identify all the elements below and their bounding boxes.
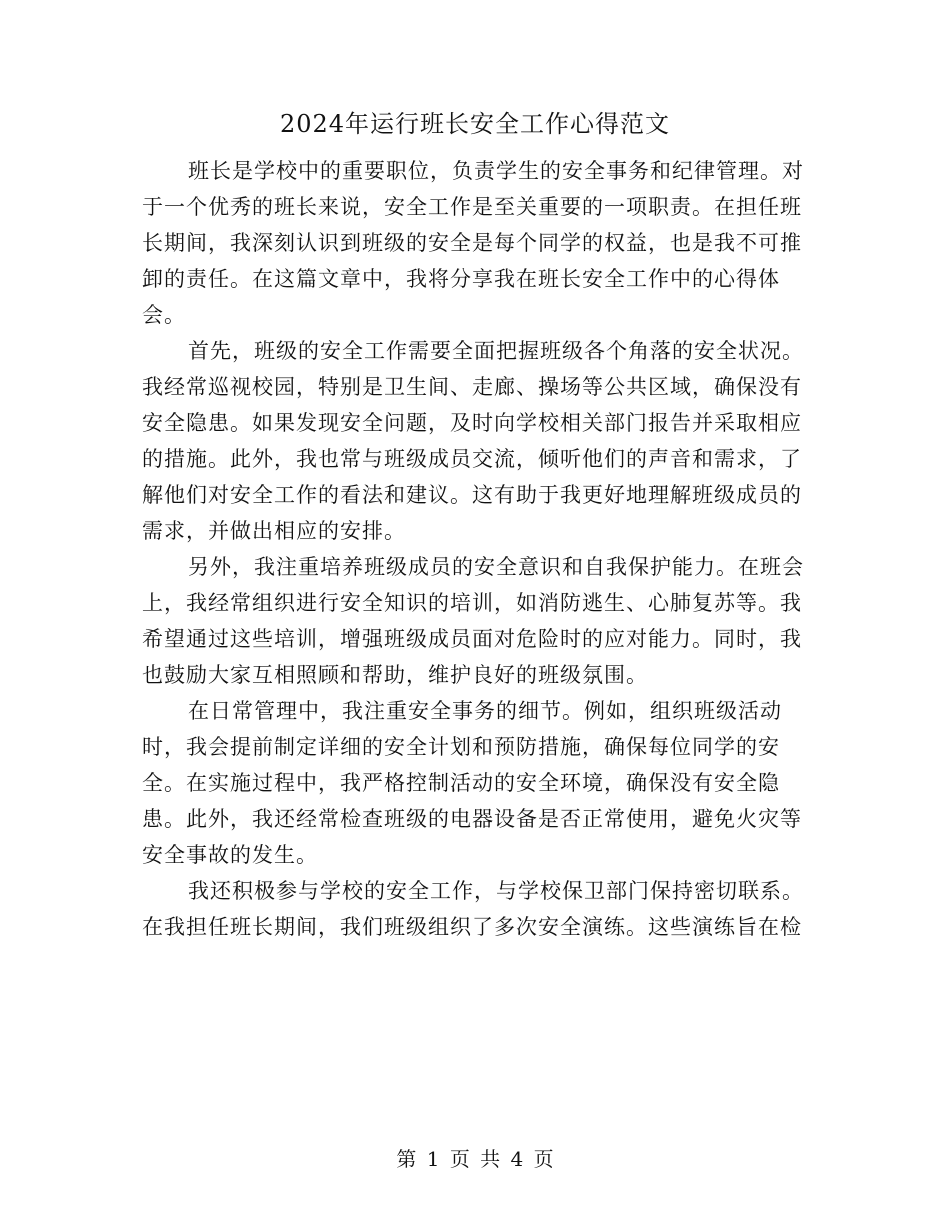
text-line: 解他们对安全工作的看法和建议。这有助于我更好地理解班级成员的: [142, 483, 802, 507]
text-line: 希望通过这些培训，增强班级成员面对危险时的应对能力。同时，我: [142, 627, 802, 651]
paragraph-1: [142, 153, 804, 333]
text-line: 我经常巡视校园，特别是卫生间、走廊、操场等公共区域，确保没有: [142, 375, 802, 399]
paragraph-4: [142, 693, 802, 873]
text-line: 全。在实施过程中，我严格控制活动的安全环境，确保没有安全隐: [142, 771, 780, 795]
text-line: 首先，班级的安全工作需要全面把握班级各个角落的安全状况。: [188, 339, 804, 363]
text-line: 的措施。此外，我也常与班级成员交流，倾听他们的声音和需求，了: [142, 447, 802, 471]
text-line: 另外，我注重培养班级成员的安全意识和自我保护能力。在班会: [188, 555, 804, 579]
paragraph-5: [142, 873, 804, 945]
text-line: 卸的责任。在这篇文章中，我将分享我在班长安全工作中的心得体: [142, 267, 780, 291]
paragraph-2: [142, 333, 804, 549]
text-line: 长期间，我深刻认识到班级的安全是每个同学的权益，也是我不可推: [142, 231, 802, 255]
document-title: 2024年运行班长安全工作心得范文: [279, 110, 671, 138]
text-line: 在我担任班长期间，我们班级组织了多次安全演练。这些演练旨在检: [142, 915, 802, 939]
text-line: 时，我会提前制定详细的安全计划和预防措施，确保每位同学的安: [142, 735, 780, 759]
text-line: 上，我经常组织进行安全知识的培训，如消防逃生、心肺复苏等。我: [142, 591, 802, 615]
text-line: 会。: [142, 303, 186, 327]
text-line: 需求，并做出相应的安排。: [142, 519, 406, 543]
text-line: 患。此外，我还经常检查班级的电器设备是否正常使用，避免火灾等: [142, 807, 802, 831]
text-line: 安全事故的发生。: [142, 843, 318, 867]
document-body: [142, 153, 804, 945]
text-line: 于一个优秀的班长来说，安全工作是至关重要的一项职责。在担任班: [142, 195, 802, 219]
text-line: 安全隐患。如果发现安全问题，及时向学校相关部门报告并采取相应: [142, 411, 802, 435]
text-line: 我还积极参与学校的安全工作，与学校保卫部门保持密切联系。: [188, 879, 804, 903]
text-line: 也鼓励大家互相照顾和帮助，维护良好的班级氛围。: [142, 663, 648, 687]
text-line: 班长是学校中的重要职位，负责学生的安全事务和纪律管理。对: [188, 159, 804, 183]
text-line: 在日常管理中，我注重安全事务的细节。例如，组织班级活动: [188, 699, 782, 723]
paragraph-3: [142, 549, 804, 693]
page-number: 第 1 页 共 4 页: [396, 1147, 554, 1171]
